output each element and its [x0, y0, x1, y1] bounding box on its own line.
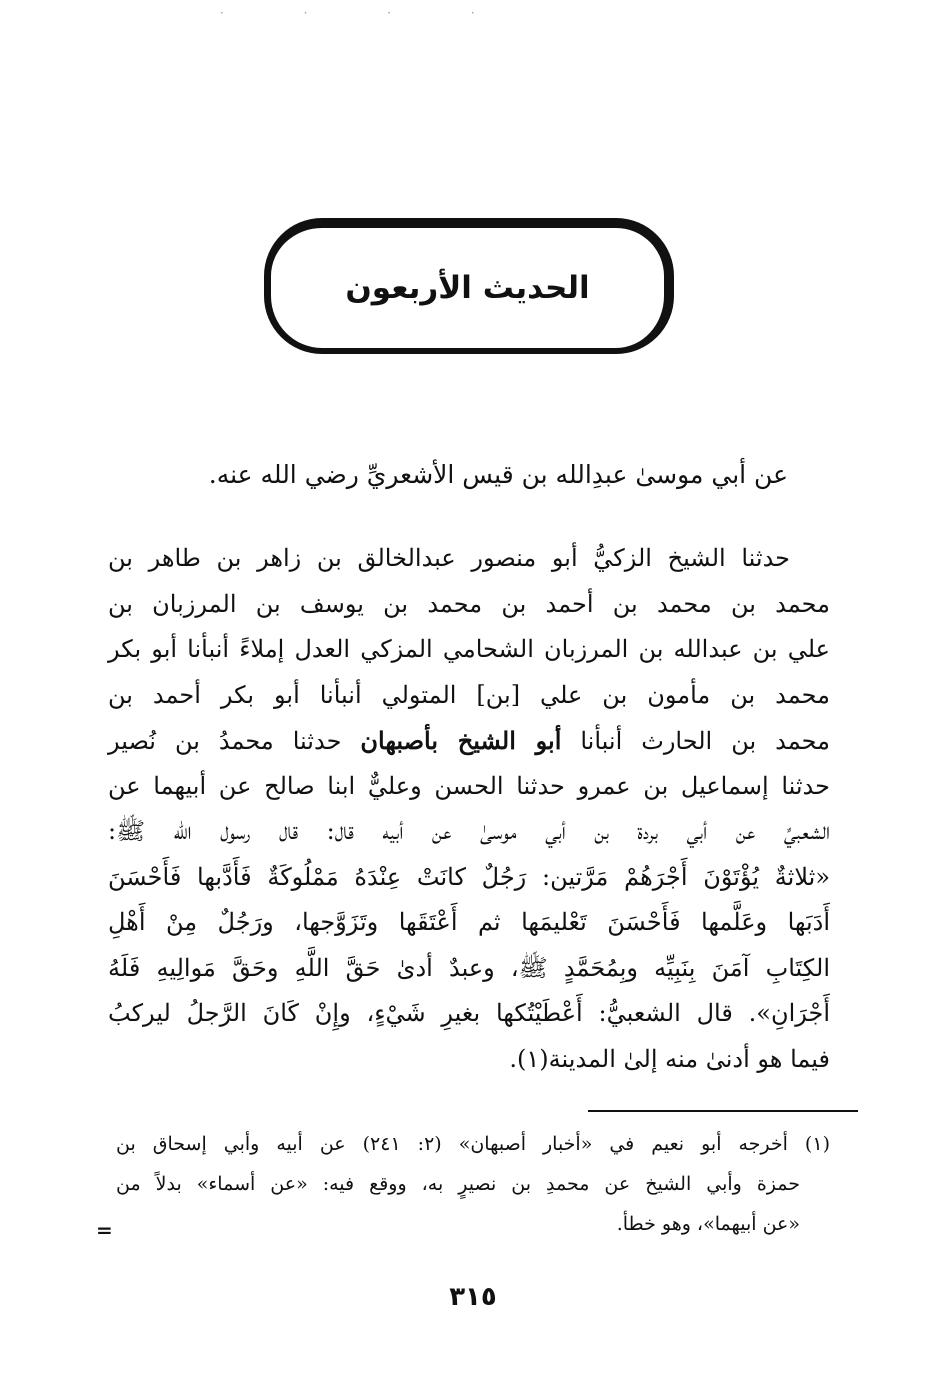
body-line: حدثنا إسماعيل بن عمرو حدثنا الحسن وعليٌّ ابنا صالح عن أبيهما عن — [108, 771, 830, 800]
body-line: «ثلاثةٌ يُؤْتَوْنَ أَجْرَهُمْ مَرَّتين: رَجُلٌ كانَتْ عِنْدَهُ مَمْلُوكَةٌ فَأَدَّبها فَأَحْسَنَ — [108, 862, 830, 891]
body-line: محمد بن مأمون بن علي [بن] المتولي أنبأنا أبو بكر أحمد بن — [108, 680, 830, 709]
scan-noise: · · · · — [220, 6, 513, 20]
footnote-line: «عن أبيهما»، وهو خطأ. — [616, 1213, 800, 1235]
body-line: أَجْرَانِ». قال الشعبيُّ: أَعْطَيْتُكها بغيرِ شَيْءٍ، وإِنْ كَانَ الرَّجلُ ليركبُ — [108, 999, 830, 1027]
footnote-line: (١) أخرجه أبو نعيم في «أخبار أصبهان» (٢: ٢٤١) عن أبيه وأبي إسحاق بن — [116, 1133, 830, 1155]
body-line: محمد بن محمد بن أحمد بن محمد بن يوسف بن المرزبان بن — [108, 589, 830, 618]
bold-phrase: أبو الشيخ بأصبهان — [360, 726, 562, 755]
body-line-with-bold: محمد بن الحارث أنبأنا أبو الشيخ بأصبهان حدثنا محمدُ بن نُصير — [108, 726, 830, 755]
body-line: الكِتَابِ آمَنَ بِنَبِيِّه وبِمُحَمَّدٍ ﷺ، وعبدٌ أدىٰ حَقَّ اللَّهِ وحَقَّ مَوالِيهِ فَلَهُ — [108, 953, 830, 982]
chapter-title: الحديث الأربعون — [345, 270, 590, 306]
footnote-line: حمزة وأبي الشيخ عن محمدِ بن نصيرٍ به، ووقع فيه: «عن أسماء» بدلاً من — [116, 1173, 800, 1195]
body-line: علي بن عبدالله بن المرزبان الشحامي المزكي العدل إملاءً أنبأنا أبو بكر — [108, 635, 830, 663]
continuation-mark: = — [96, 1218, 113, 1242]
body-line: حدثنا الشيخ الزكيُّ أبو منصور عبدالخالق بن زاهر بن طاهر بن — [108, 544, 790, 572]
footnotes — [116, 1124, 830, 1244]
page-number: ٣١٥ — [449, 1282, 497, 1312]
hadith-body — [108, 536, 830, 1082]
footnote-separator — [588, 1110, 858, 1112]
chapter-title-frame — [264, 218, 674, 354]
body-line: أَدَبَها وعَلَّمها فَأَحْسَنَ تَعْليمَها ثم أَعْتَقَها وتَزَوَّجها، ورَجُلٌ مِنْ أَهْلِ — [108, 908, 830, 936]
body-line: فيما هو أدنىٰ منه إلىٰ المدينة(١). — [509, 1044, 830, 1073]
body-line: الشعبيِّ عن أبي بردة بن أبي موسىٰ عن أبيه قال: قال رسول الله ﷺ: — [108, 817, 830, 845]
intro-line: عن أبي موسىٰ عبدِالله بن قيس الأشعريِّ رضي الله عنه. — [208, 460, 788, 489]
